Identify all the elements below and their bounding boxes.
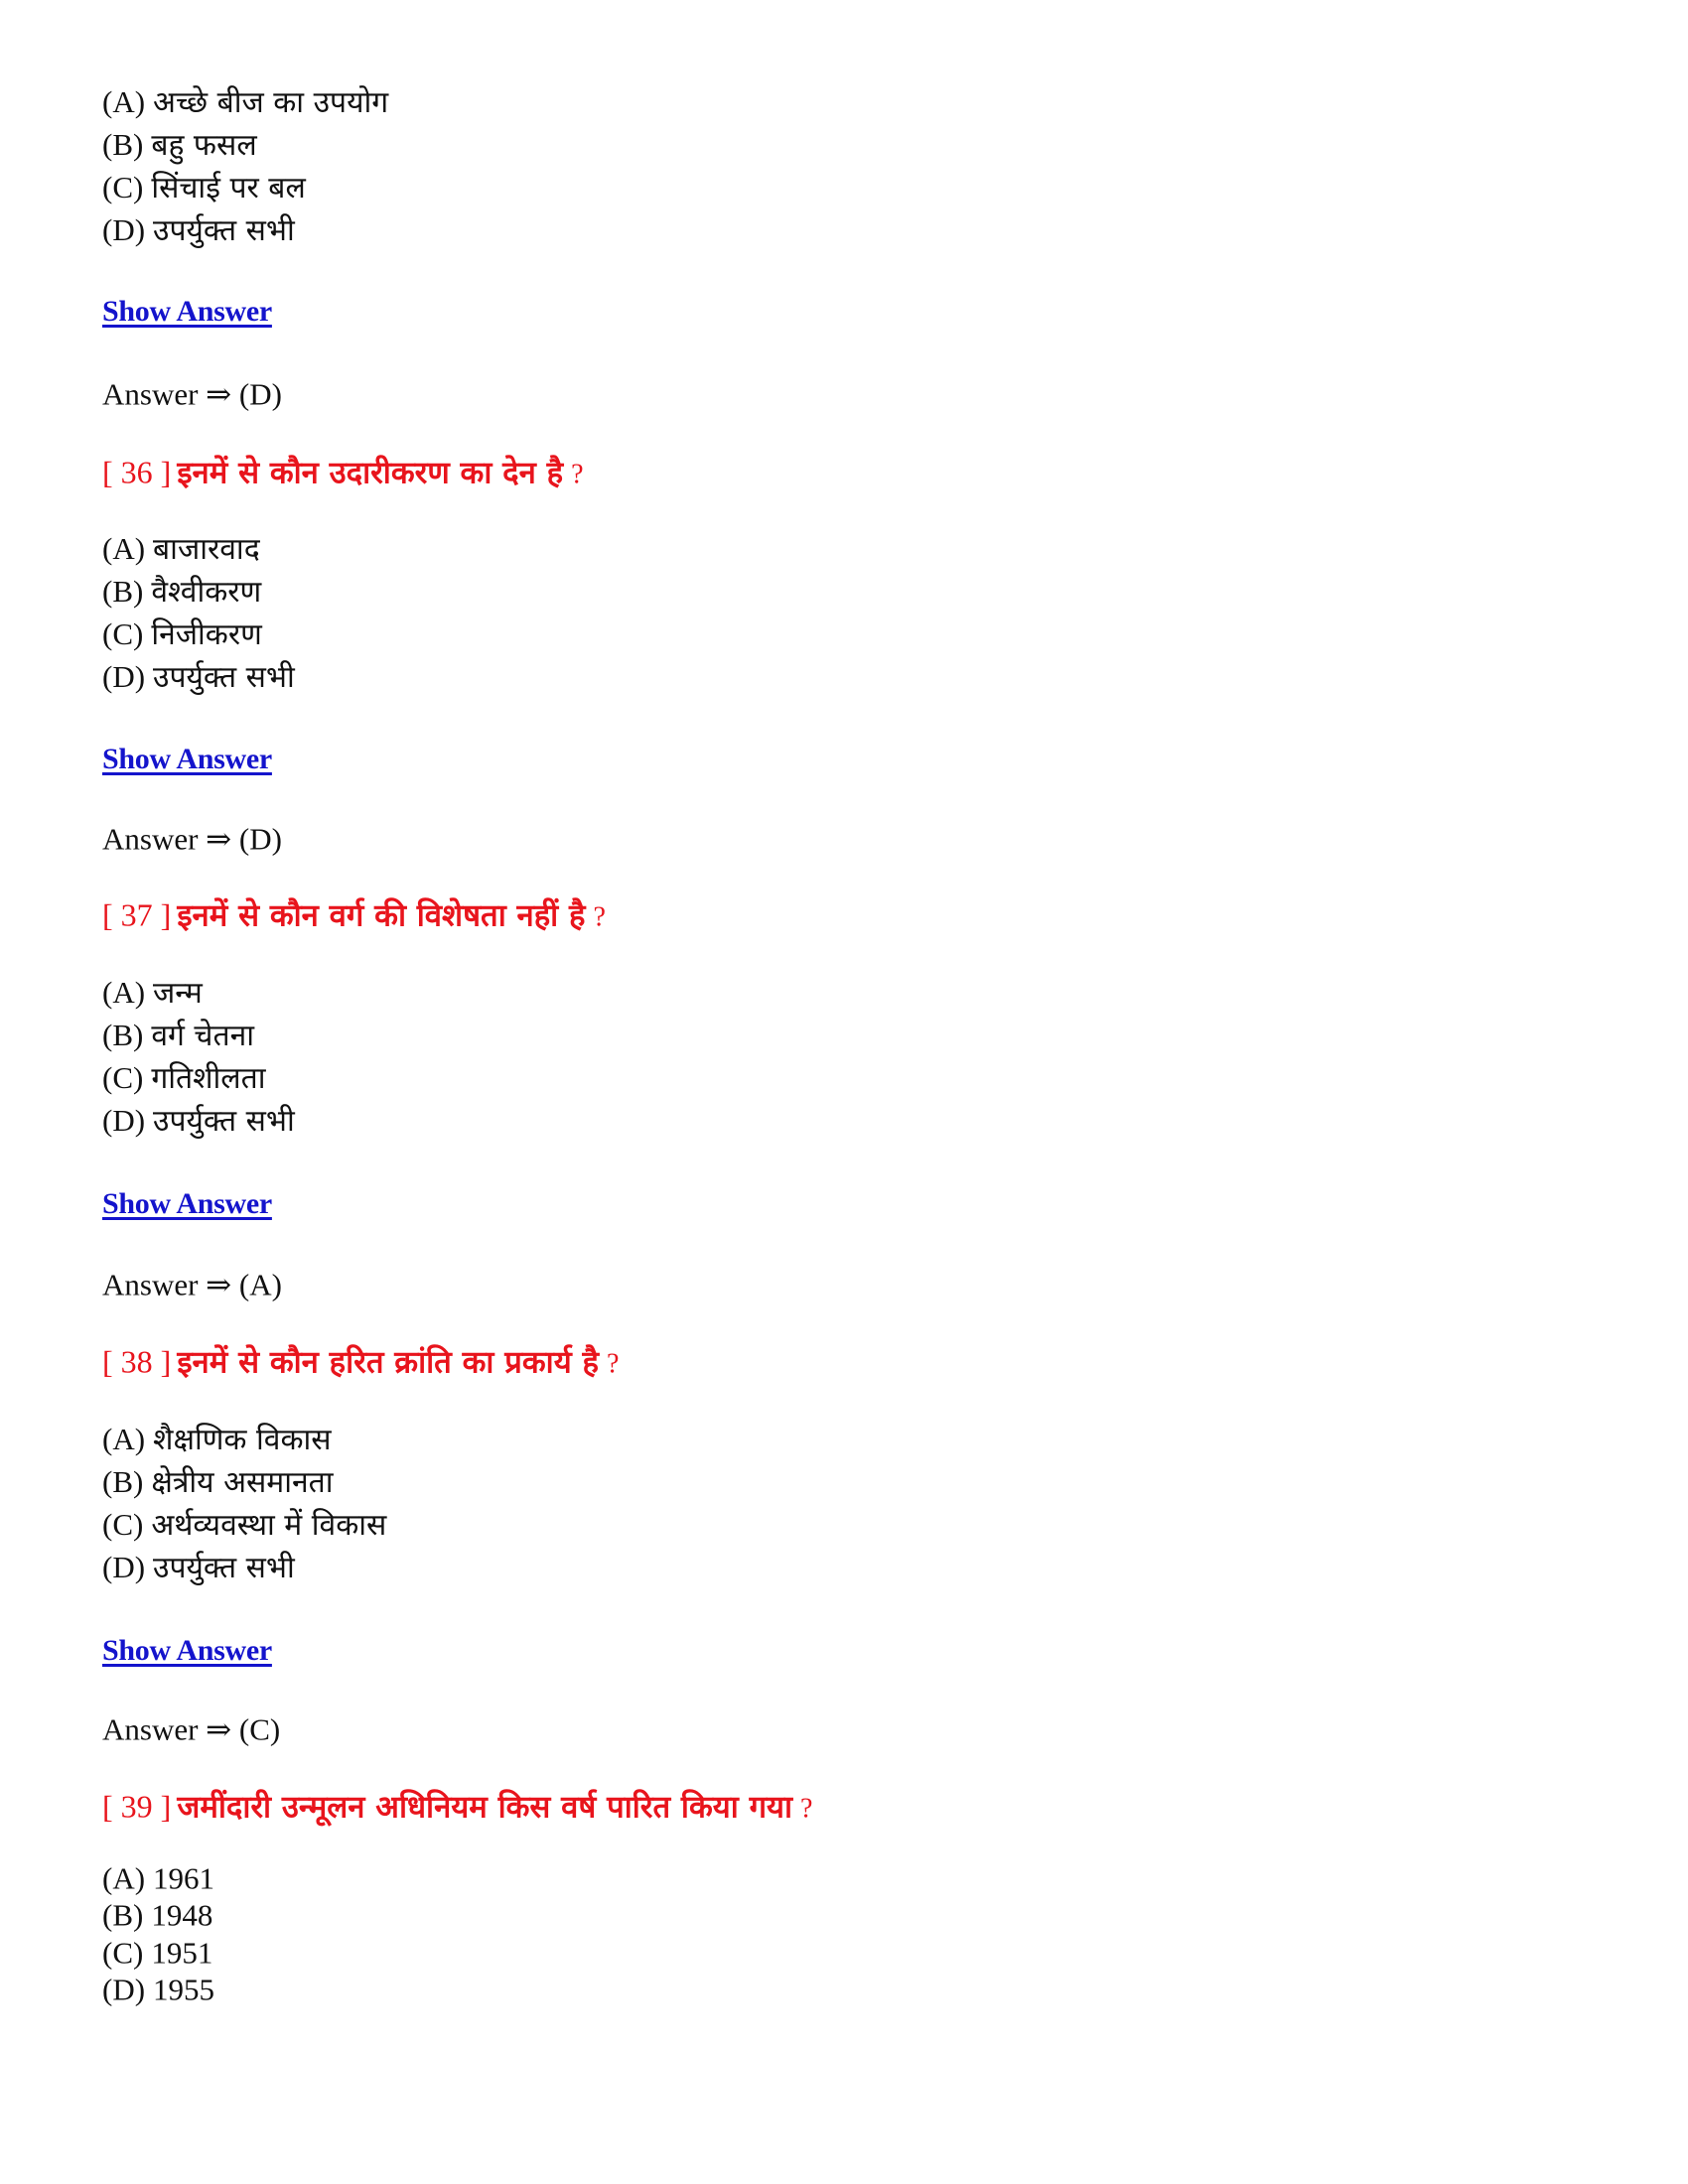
question-text: इनमें से कौन उदारीकरण का देन है xyxy=(177,455,564,491)
option-label: (A) xyxy=(102,531,146,566)
option-label: (D) xyxy=(102,659,146,694)
option-d xyxy=(102,661,295,693)
question-number: [ 39 ] xyxy=(102,1788,172,1825)
question-mark: ? xyxy=(606,1348,620,1380)
option-label: (B) xyxy=(102,1464,144,1499)
option-b xyxy=(102,1897,213,1933)
question-number: [ 37 ] xyxy=(102,896,172,933)
option-b xyxy=(102,1020,254,1051)
question-number: [ 38 ] xyxy=(102,1343,172,1380)
option-label: (D) xyxy=(102,212,146,247)
option-label: (A) xyxy=(102,975,146,1010)
question-heading xyxy=(102,454,584,491)
option-c xyxy=(102,172,306,204)
answer-text: Answer ⇒ (D) xyxy=(102,376,282,412)
question-text: इनमें से कौन हरित क्रांति का प्रकार्य है xyxy=(177,1344,599,1381)
option-text: गतिशीलता xyxy=(151,1061,266,1096)
option-label: (B) xyxy=(102,574,144,609)
option-text: 1948 xyxy=(151,1897,213,1933)
option-c xyxy=(102,1935,213,1971)
question-number: [ 36 ] xyxy=(102,454,172,490)
option-c xyxy=(102,1509,386,1541)
option-text: 1955 xyxy=(153,1972,215,2007)
option-label: (A) xyxy=(102,1422,146,1456)
question-mark: ? xyxy=(571,459,584,490)
option-a xyxy=(102,86,388,118)
option-label: (C) xyxy=(102,1935,144,1971)
question-heading xyxy=(102,1343,620,1381)
show-answer-link[interactable]: Show Answer xyxy=(102,295,272,328)
option-text: क्षेत्रीय असमानता xyxy=(151,1465,334,1500)
option-a xyxy=(102,533,260,565)
option-text: उपर्युक्त सभी xyxy=(153,660,295,695)
option-text: अर्थव्यवस्था में विकास xyxy=(151,1508,387,1543)
option-label: (C) xyxy=(102,1060,144,1095)
question-mark: ? xyxy=(593,901,606,933)
option-d xyxy=(102,214,295,246)
option-text: उपर्युक्त सभी xyxy=(153,1551,295,1585)
option-label: (B) xyxy=(102,127,144,162)
answer-text: Answer ⇒ (A) xyxy=(102,1267,282,1302)
option-b xyxy=(102,576,261,608)
show-answer-link[interactable]: Show Answer xyxy=(102,1634,272,1667)
option-b xyxy=(102,1466,334,1498)
option-text: बहु फसल xyxy=(151,128,257,163)
option-a xyxy=(102,977,203,1009)
option-text: वर्ग चेतना xyxy=(151,1019,255,1053)
option-label: (B) xyxy=(102,1018,144,1052)
option-label: (D) xyxy=(102,1972,146,2007)
option-text: अच्छे बीज का उपयोग xyxy=(153,85,389,120)
option-d xyxy=(102,1972,215,2007)
option-label: (C) xyxy=(102,170,144,205)
show-answer-link[interactable]: Show Answer xyxy=(102,743,272,775)
option-text: जन्म xyxy=(153,976,203,1011)
option-label: (D) xyxy=(102,1550,146,1584)
option-a xyxy=(102,1860,215,1896)
option-d xyxy=(102,1105,295,1137)
option-label: (B) xyxy=(102,1897,144,1933)
option-text: उपर्युक्त सभी xyxy=(153,213,295,248)
option-label: (A) xyxy=(102,84,146,119)
option-text: उपर्युक्त सभी xyxy=(153,1104,295,1139)
option-text: शैक्षणिक विकास xyxy=(153,1423,332,1457)
answer-text: Answer ⇒ (D) xyxy=(102,821,282,857)
option-label: (C) xyxy=(102,616,144,651)
option-a xyxy=(102,1424,332,1455)
option-text: 1951 xyxy=(151,1935,213,1971)
option-text: वैश्वीकरण xyxy=(151,575,262,610)
option-c xyxy=(102,1062,265,1094)
option-c xyxy=(102,618,262,650)
question-text: इनमें से कौन वर्ग की विशेषता नहीं है xyxy=(177,897,586,934)
question-text: जमींदारी उन्मूलन अधिनियम किस वर्ष पारित किया गया xyxy=(177,1789,793,1826)
option-label: (A) xyxy=(102,1860,146,1896)
option-label: (D) xyxy=(102,1103,146,1138)
option-text: सिंचाई पर बल xyxy=(151,171,306,205)
option-text: बाजारवाद xyxy=(153,532,260,567)
option-text: 1961 xyxy=(153,1860,215,1896)
option-d xyxy=(102,1552,295,1583)
question-heading xyxy=(102,1788,813,1826)
question-mark: ? xyxy=(800,1793,813,1825)
option-b xyxy=(102,129,257,161)
answer-text: Answer ⇒ (C) xyxy=(102,1711,281,1747)
option-label: (C) xyxy=(102,1507,144,1542)
question-heading xyxy=(102,896,606,934)
show-answer-link[interactable]: Show Answer xyxy=(102,1187,272,1220)
option-text: निजीकरण xyxy=(151,617,262,652)
